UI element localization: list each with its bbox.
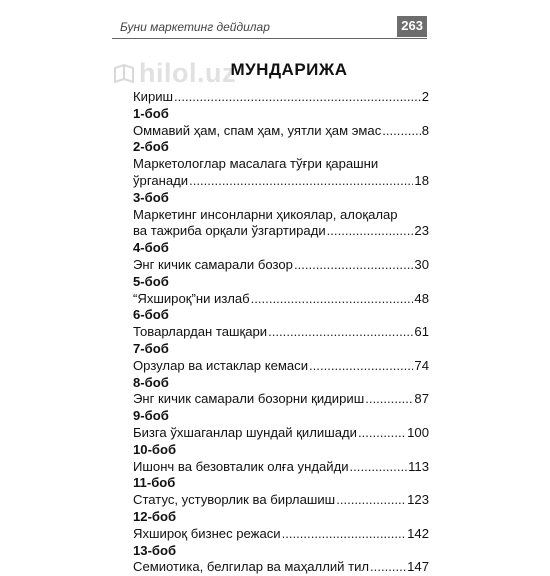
running-head: Буни маркетинг дейдилар [120,20,270,34]
toc-entry-title: Оммавий ҳам, спам ҳам, уятли ҳам эмас [133,122,382,138]
leader-dots [268,324,413,341]
page-number: 263 [397,16,427,37]
toc-entry-title: Ишонч ва безовталик олға ундайди [133,458,349,474]
toc-entry-page: 74 [414,357,429,373]
leader-dots [189,173,413,190]
toc-entry-page: 61 [414,324,429,340]
toc-entry [133,492,429,509]
header-rule [112,38,427,39]
leader-dots [327,223,414,240]
chapter-label: 8-боб [133,374,169,390]
toc-entry-title: ўрганади [133,172,189,188]
chapter-label: 11-боб [133,475,176,491]
toc-entry-title: Бизга ўхшаганлар шундай қилишади [133,424,357,440]
chapter-title-line: Маркетинг инсонларни ҳикоялар, алоқалар [133,206,398,222]
toc-entry-page: 100 [407,424,429,440]
toc-entry-page: 30 [414,256,429,272]
toc-entry [133,173,429,190]
toc-entry-page: 113 [408,458,429,474]
toc-entry [133,358,429,375]
toc-entry-page: 18 [414,172,429,188]
toc-entry-page: 147 [407,559,429,575]
table-of-contents [133,89,429,576]
toc-entry-title: Энг кичик самарали бозор [133,256,293,272]
toc-entry-title: ва тажриба орқали ўзгартиради [133,223,326,239]
chapter-label: 6-боб [133,307,169,323]
toc-entry-page: 87 [414,391,429,407]
leader-dots [282,526,407,543]
toc-entry [133,257,429,274]
chapter-title-line: Маркетологлар масалага тўғри қарашни [133,156,379,172]
toc-entry-page: 48 [414,290,429,306]
toc-entry [133,459,429,476]
toc-entry [133,223,429,240]
toc-entry [133,526,429,543]
leader-dots [382,123,420,140]
toc-entry [133,391,429,408]
leader-dots [350,459,408,476]
toc-entry [133,559,429,576]
chapter-label: 10-боб [133,441,177,457]
toc-entry-title: Орзулар ва истаклар кемаси [133,357,309,373]
toc-entry-title: Товарлардан ташқари [133,324,268,340]
chapter-label: 2-боб [133,139,169,155]
chapter-label: 3-боб [133,189,169,205]
leader-dots [174,89,421,106]
leader-dots [336,492,406,509]
toc-entry-page: 2 [421,89,429,104]
toc-entry-title: “Яхшироқ”ни излаб [133,290,250,306]
leader-dots [251,291,414,308]
leader-dots [294,257,413,274]
chapter-label: 9-боб [133,408,169,424]
toc-entry-title: Яхшироқ бизнес режаси [133,525,281,541]
leader-dots [358,425,406,442]
watermark-text: hilol.uz [139,58,236,88]
leader-dots [309,358,413,375]
toc-entry-page: 123 [407,492,429,508]
leader-dots [370,559,406,576]
toc-entry-page: 23 [414,223,429,239]
toc-entry-title: Энг кичик самарали бозорни қидириш [133,391,365,407]
toc-title: МУНДАРИЖА [230,60,348,79]
toc-entry-intro [133,89,429,106]
toc-entry [133,425,429,442]
toc-entry [133,123,429,140]
toc-entry-page: 142 [407,525,429,541]
toc-entry-page: 8 [421,122,429,138]
chapter-label: 7-боб [133,340,169,356]
leader-dots [365,391,413,408]
toc-entry-title: Семиотика, белгилар ва маҳаллий тил [133,559,370,575]
toc-entry [133,324,429,341]
toc-entry-title: Статус, устуворлик ва бирлашиш [133,492,336,508]
chapter-label: 1-боб [133,105,169,121]
page-header [112,13,427,41]
chapter-label: 4-боб [133,240,169,256]
toc-entry [133,291,429,308]
chapter-label: 5-боб [133,273,169,289]
chapter-label: 12-боб [133,508,177,524]
chapter-label: 13-боб [133,542,177,558]
toc-entry-title: Кириш [133,89,174,104]
